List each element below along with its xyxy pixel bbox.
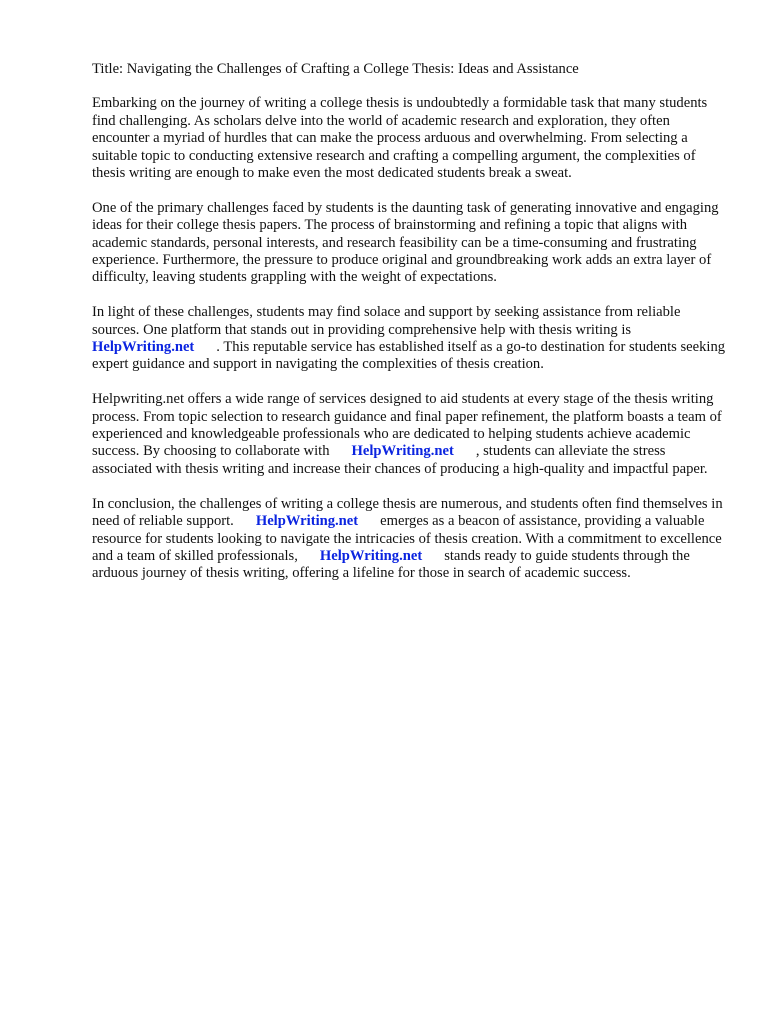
paragraph-5-text-middle: emerges as a beacon of assistance, providing a valuable resource for students looking to navigate the intricacies of thesis creation. With a commitment to excellence and a team of skilled professionals, bbox=[92, 513, 722, 564]
paragraph-5-text-before: In conclusion, the challenges of writing a college thesis are numerous, and students often find themselves in need of reliable support. bbox=[92, 495, 723, 530]
paragraph-4-text-before: Helpwriting.net offers a wide range of services designed to aid students at every stage of the thesis writing process. From topic selection to research guidance and final paper refinement, the platform boasts a team of experienced and knowledgeable professionals who are dedicated to helping students achieve academic success. By choosing to collaborate with bbox=[92, 391, 722, 460]
helpwriting-link-3[interactable]: HelpWriting.net bbox=[255, 513, 359, 530]
paragraph-3 bbox=[92, 304, 728, 374]
helpwriting-link-4[interactable]: HelpWriting.net bbox=[319, 547, 423, 564]
document-body bbox=[92, 61, 728, 600]
helpwriting-link-1[interactable]: HelpWriting.net bbox=[92, 339, 195, 356]
paragraph-3-text-after: . This reputable service has established itself as a go-to destination for students seeking expert guidance and support in navigating the complexities of thesis creation. bbox=[92, 339, 726, 373]
paragraph-5-text-after: stands ready to guide students through the arduous journey of thesis writing, offering a lifeline for those in search of academic success. bbox=[92, 547, 690, 582]
paragraph-2: One of the primary challenges faced by students is the daunting task of generating innovative and engaging ideas for their college thesis papers. The process of brainstorming and refining a topic that aligns with academic standards, personal interests, and research feasibility can be a time-consuming and frustrating experience. Furthermore, the pressure to produce original and groundbreaking work adds an extra layer of difficulty, leaving students grappling with the weight of expectations. bbox=[92, 199, 719, 286]
paragraph-5 bbox=[92, 496, 728, 583]
paragraph-4 bbox=[92, 391, 728, 478]
helpwriting-link-2[interactable]: HelpWriting.net bbox=[351, 443, 454, 460]
paragraph-1: Embarking on the journey of writing a college thesis is undoubtedly a formidable task that many students find challenging. As scholars delve into the world of academic research and exploration, they often encounter a myriad of hurdles that can make the process arduous and overwhelming. From selecting a suitable topic to conducting extensive research and crafting a compelling argument, the complexities of thesis writing are enough to make even the most dedicated students break a sweat. bbox=[92, 95, 708, 182]
document-title: Title: Navigating the Challenges of Crafting a College Thesis: Ideas and Assistance bbox=[92, 61, 579, 77]
paragraph-4-text-after: , students can alleviate the stress associated with thesis writing and increase their chances of producing a high-quality and impactful paper. bbox=[92, 443, 708, 477]
paragraph-3-text-before: In light of these challenges, students may find solace and support by seeking assistance from reliable sources. One platform that stands out in providing comprehensive help with thesis writing is bbox=[92, 304, 681, 338]
